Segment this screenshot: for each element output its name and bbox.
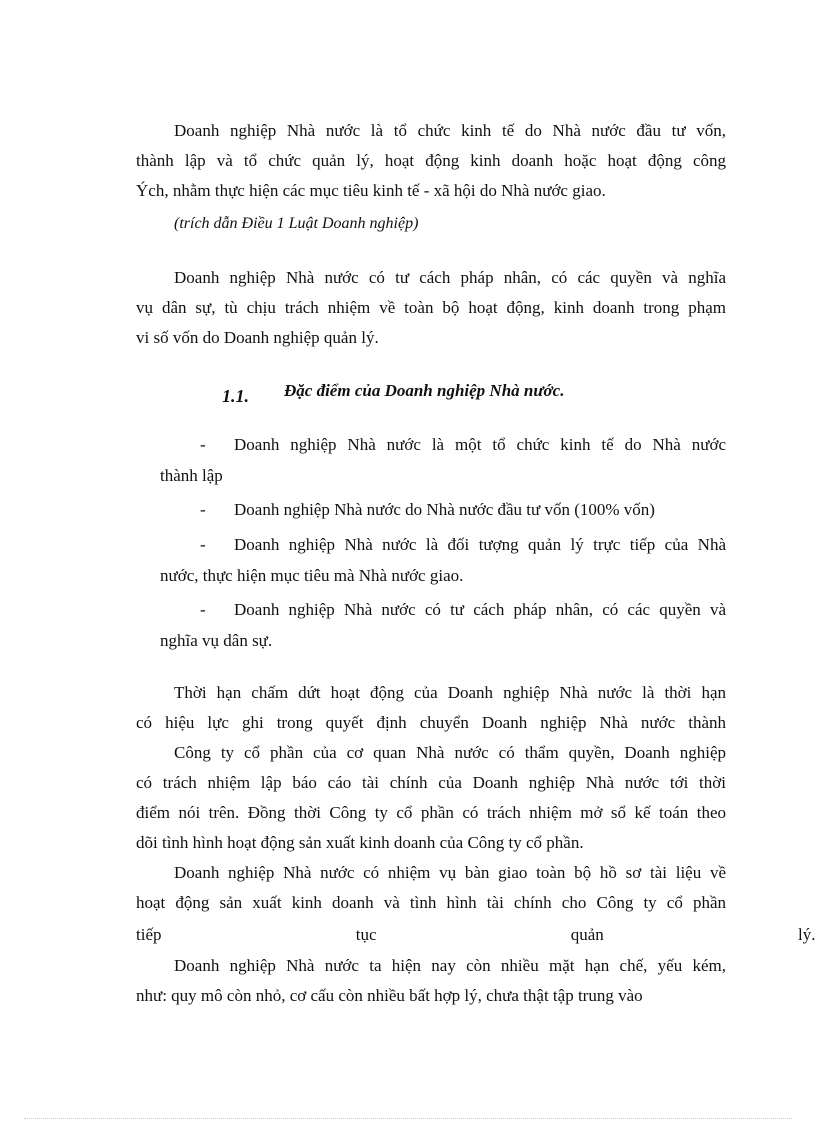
bullet-dash-2: - — [200, 500, 206, 519]
paragraph-3-line-2: có hiệu lực ghi trong quyết định chuyển Doanh nghiệp Nhà nước thành — [136, 713, 726, 732]
paragraph-5-line-2: như: quy mô còn nhỏ, cơ cấu còn nhiều bất hợp lý, chưa thật tập trung vào — [136, 986, 643, 1005]
paragraph-2-line-1: Doanh nghiệp Nhà nước có tư cách pháp nhân, có các quyền và nghĩa — [174, 268, 726, 287]
paragraph-4-line-1: Doanh nghiệp Nhà nước có nhiệm vụ bàn giao toàn bộ hồ sơ tài liệu về — [174, 863, 726, 882]
footer-divider — [24, 1118, 792, 1119]
bullet-dash-3: - — [200, 535, 206, 554]
paragraph-3-line-4: có trách nhiệm lập báo cáo tài chính của Doanh nghiệp Nhà nước tới thời — [136, 773, 726, 792]
paragraph-2-line-3: vi số vốn do Doanh nghiệp quản lý. — [136, 328, 379, 347]
paragraph-3-line-6: dõi tình hình hoạt động sản xuất kinh doanh của Công ty cổ phần. — [136, 833, 584, 852]
paragraph-4-line-2: hoạt động sản xuất kinh doanh và tình hình tài chính cho Công ty cổ phần — [136, 893, 726, 912]
paragraph-1-line-1: Doanh nghiệp Nhà nước là tổ chức kinh tế do Nhà nước đầu tư vốn, — [174, 121, 726, 140]
paragraph-2-line-2: vụ dân sự, tù chịu trách nhiệm về toàn bộ hoạt động, kinh doanh trong phạm — [136, 298, 726, 317]
citation: (trích dẫn Điều 1 Luật Doanh nghiệp) — [174, 215, 419, 232]
bullet-4-line-1: Doanh nghiệp Nhà nước có tư cách pháp nhân, có các quyền và — [234, 600, 726, 619]
section-number: 1.1. — [222, 386, 249, 406]
paragraph-3-line-1: Thời hạn chấm dứt hoạt động của Doanh nghiệp Nhà nước là thời hạn — [174, 683, 726, 702]
bullet-1-line-2: thành lập — [160, 466, 223, 485]
bullet-4-line-2: nghĩa vụ dân sự. — [160, 631, 273, 650]
bullet-3-line-1: Doanh nghiệp Nhà nước là đối tượng quản lý trực tiếp của Nhà — [234, 535, 726, 554]
paragraph-4-line-3: tiếp tục quản lý. — [136, 925, 816, 944]
bullet-dash-4: - — [200, 600, 206, 619]
paragraph-5-line-1: Doanh nghiệp Nhà nước ta hiện nay còn nhiều mặt hạn chế, yếu kém, — [174, 956, 726, 975]
bullet-dash-1: - — [200, 435, 206, 454]
paragraph-3-line-3: Công ty cổ phần của cơ quan Nhà nước có thẩm quyền, Doanh nghiệp — [174, 743, 726, 762]
bullet-1-line-1: Doanh nghiệp Nhà nước là một tổ chức kinh tế do Nhà nước — [234, 435, 726, 454]
bullet-3-line-2: nước, thực hiện mục tiêu mà Nhà nước giao. — [160, 566, 464, 585]
paragraph-1-line-2: thành lập và tổ chức quản lý, hoạt động kinh doanh hoặc hoạt động công — [136, 151, 726, 170]
paragraph-1-line-3: Ých, nhằm thực hiện các mục tiêu kinh tế - xã hội do Nhà nước giao. — [136, 181, 606, 200]
paragraph-3-line-5: điểm nói trên. Đồng thời Công ty cổ phần có trách nhiệm mở sổ kế toán theo — [136, 803, 726, 822]
section-title: Đặc điểm của Doanh nghiệp Nhà nước. — [284, 381, 565, 400]
bullet-2-line-1: Doanh nghiệp Nhà nước do Nhà nước đầu tư vốn (100% vốn) — [234, 500, 655, 519]
